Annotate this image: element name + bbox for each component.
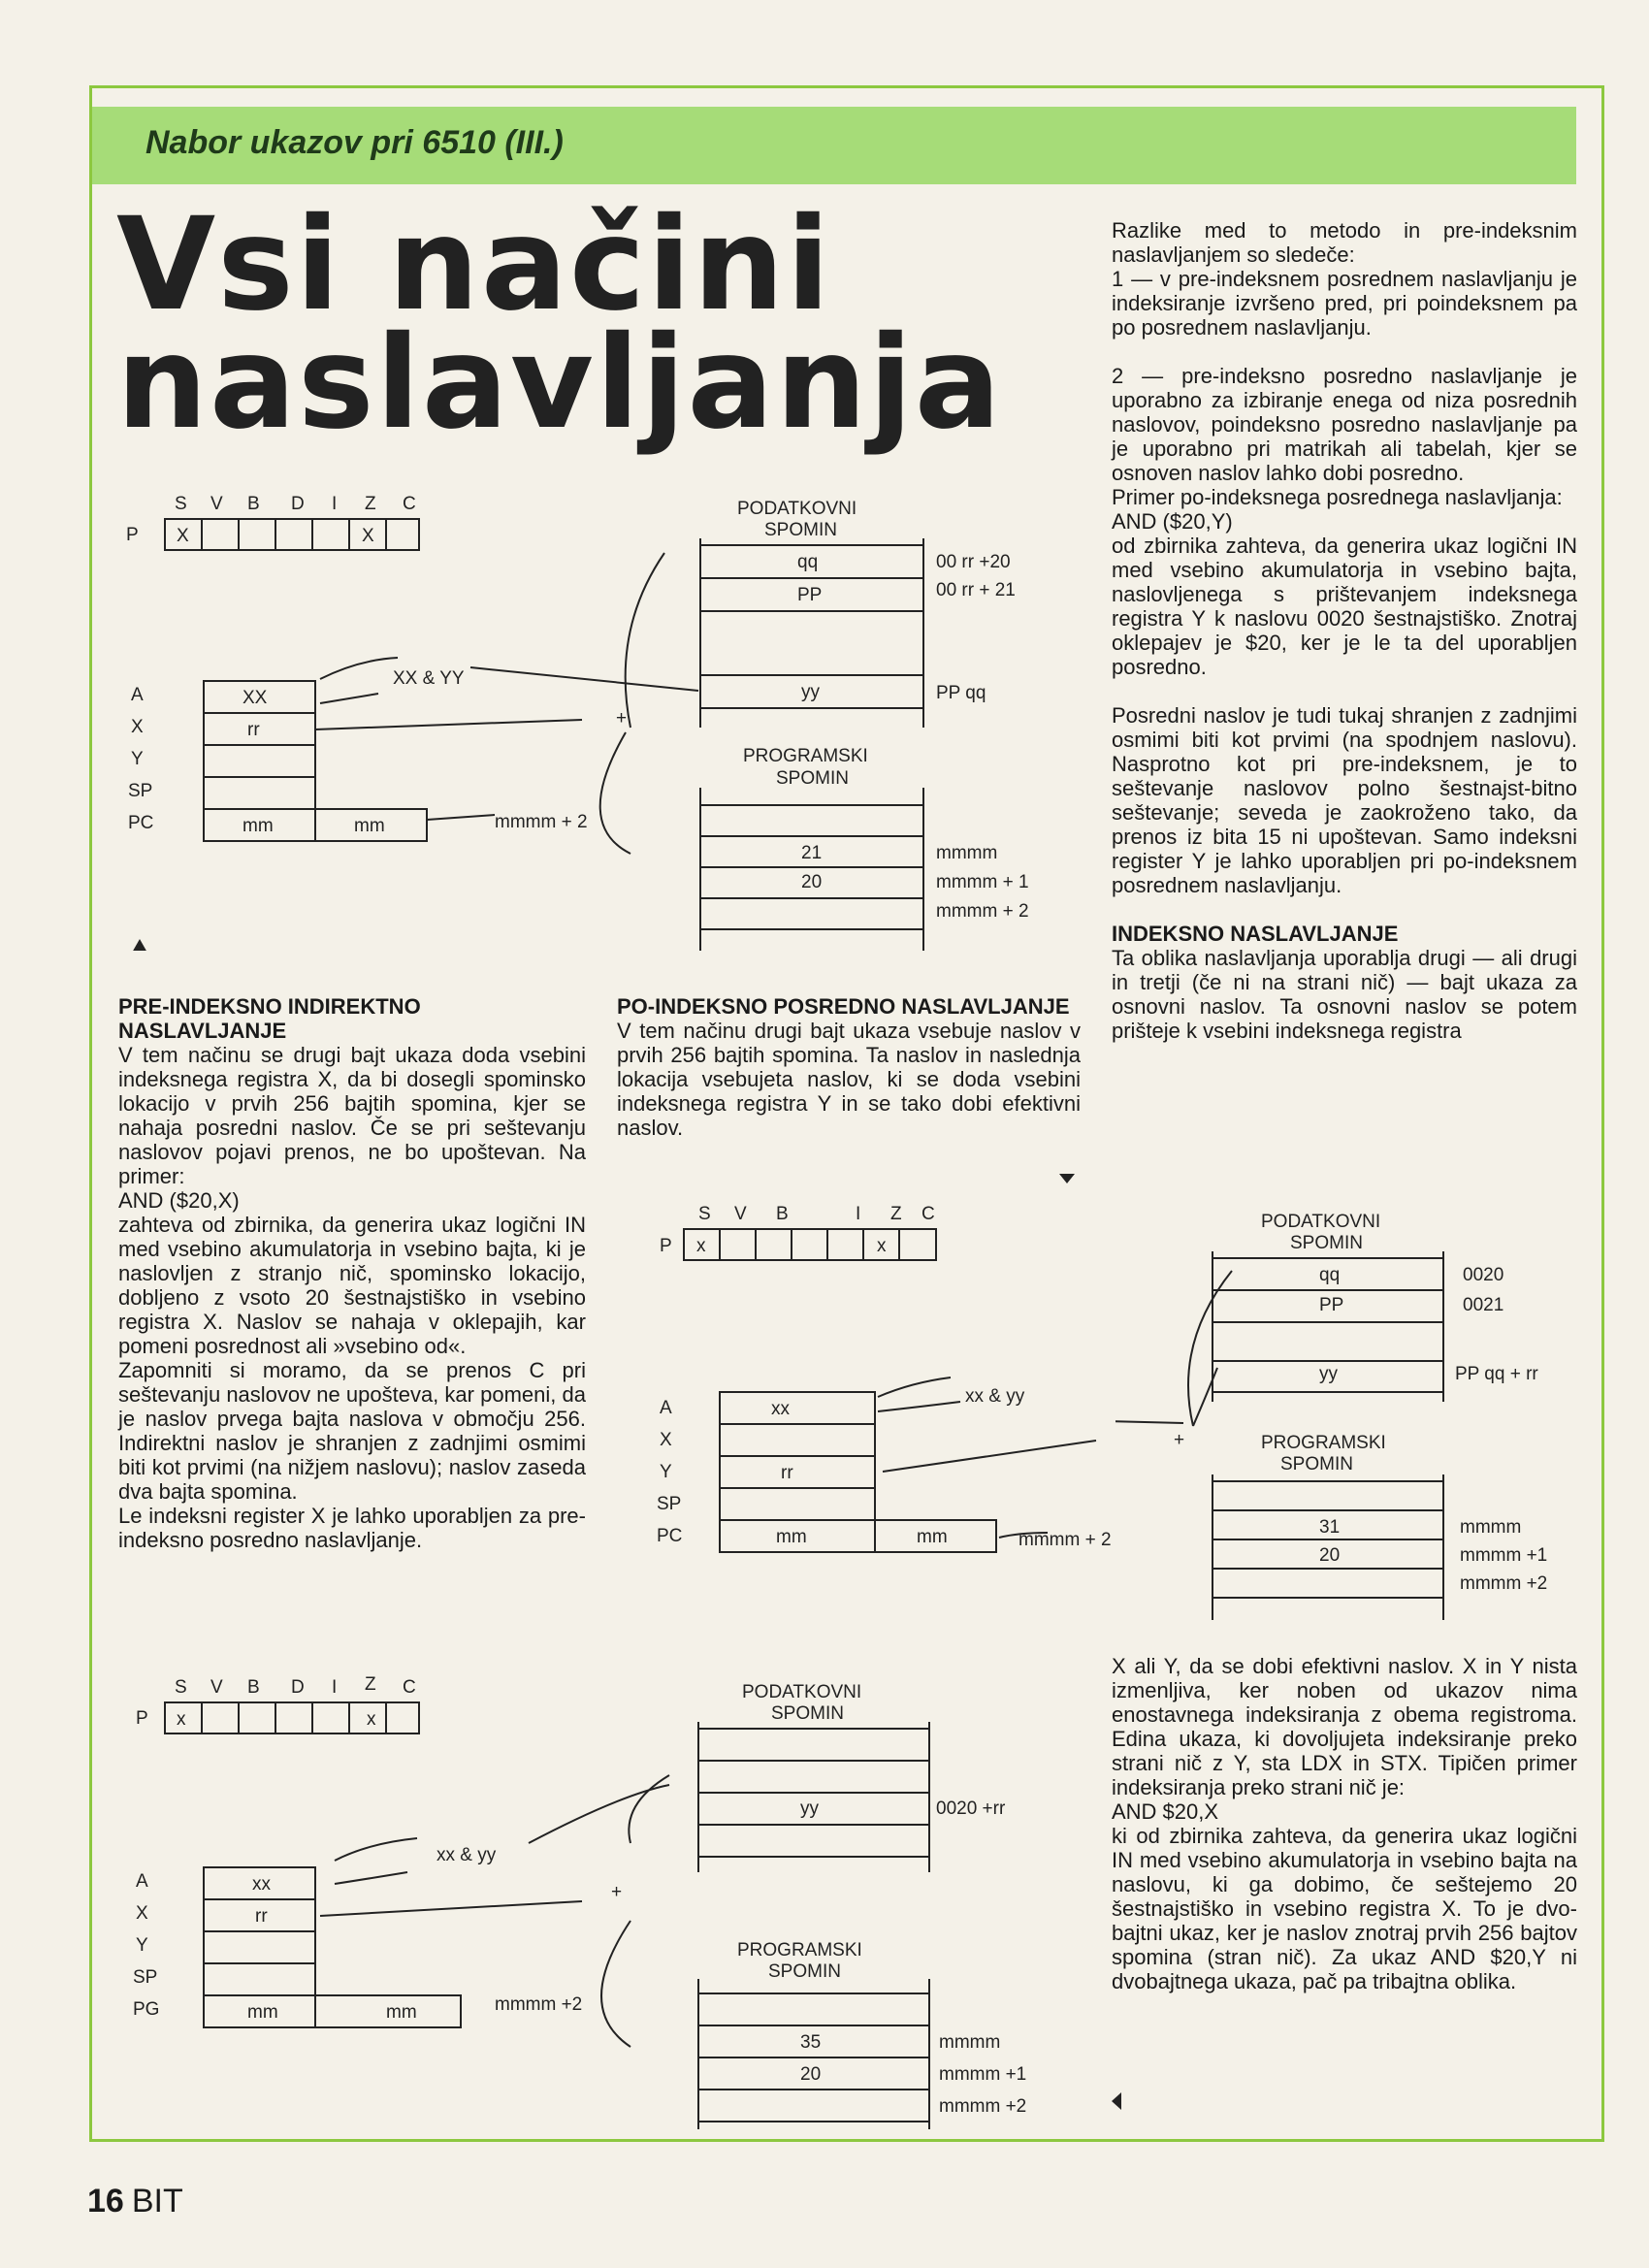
section-banner [92,107,1576,184]
paragraph: 1 — v pre-indeksnem posrednem naslavljanju je indeksiranje izvršeno pred, pri poindeksnem pa po posrednem naslavljanju. [1112,267,1577,340]
reg-A-value: XX [242,688,268,708]
and-result: xx & yy [436,1845,497,1865]
mem-title-2: SPOMIN [771,1703,844,1724]
program-memory [700,746,1029,951]
paragraph: Zapomniti si moramo, da se prenos C pri seštevanju naslovov ne upošteva, kar pomeni, da je naslov prvega bajta naslova v območju 256. Indirektni naslov je shranjen z zadnjimi osmimi biti kot prvimi (na nižjem naslovu); naslov zaseda dva bajta spomina. [118,1358,586,1504]
prog-addr-2: mmmm +1 [1460,1545,1548,1566]
prog-title-1: PROGRAMSKI [1261,1433,1386,1453]
flag-Z: Z [365,1674,376,1695]
paragraph: 2 — pre-indeksno posredno naslavljanje je uporabno za izbiranje enega od niza posrednih naslovov, poindeksno posredno naslavljanje pa je uporabno pri matrikah ali tabelah, kjer se osnoven naslov lahko dobi posredno. [1112,364,1577,485]
diagram-indexed [1116,1198,1600,1625]
prog-21: 21 [801,843,823,863]
column-1 [118,994,586,1552]
flag-Z: Z [365,494,376,514]
prog-addr-2: mmmm +1 [939,2064,1027,2085]
page-number: 16 [87,2183,124,2219]
magazine-name: BIT [131,2183,183,2219]
diagram-pre-indexed [116,485,1086,951]
reg-Y: Y [131,749,144,769]
paragraph: Ta oblika naslavljanja uporablja drugi — ali drugi in tretji (če ni na strani nič) — bajt ukaza za osnovni naslov. Ta osnovni naslov se potem prišteje k vsebini indeksnega registra [1112,946,1577,1043]
continue-marker-down [1059,1174,1075,1183]
flag-I: I [856,1204,861,1224]
pc-low: mm [242,816,274,836]
prog-31: 31 [1319,1517,1341,1538]
addr-1: 00 rr +20 [936,552,1011,572]
plus-sign: + [616,708,628,729]
paragraph: ki od zbirnika zahteva, da generira ukaz logični IN med vsebino akumulatorja in vsebino bajta na naslovu, ki ga dobimo, če seštejemo 20 šestnajstiško in vsebino registra X. To je dvo-bajtni ukaz, ker je naslov znotraj prvih 256 bajtov spomina (stran nič). Za ukaz AND $20,Y ni dvobajtnega ukaza, pač pa tribajtna oblika. [1112,1824,1577,1993]
code-line: AND ($20,X) [118,1188,240,1213]
flag-register [126,494,419,550]
prog-addr-2: mmmm + 1 [936,872,1029,892]
reg-Y: Y [660,1462,672,1482]
reg-A: A [131,685,144,705]
diagram-post-indexed [640,1198,1145,1567]
cpu-registers [128,668,588,841]
pc-high: mm [386,2002,417,2023]
mem-title-2: SPOMIN [1290,1233,1363,1253]
addr-2: 00 rr + 21 [936,580,1016,600]
triangle-marker [132,939,147,951]
mem-addr: 0020 +rr [936,1798,1006,1819]
mem-pp: PP [797,585,823,605]
heading-post-indexed: PO-INDEKSNO POSREDNO NASLAVLJANJE [617,994,1070,1019]
mem-yy: yy [1319,1364,1338,1384]
addr-1: 0020 [1463,1265,1504,1285]
flag-I: I [332,1677,338,1698]
page-footer [87,2183,183,2220]
mem-yy: yy [800,1798,819,1819]
reg-A-value: xx [252,1874,271,1895]
prog-20: 20 [801,872,823,892]
reg-SP: SP [133,1967,158,1988]
prog-addr-1: mmmm [939,2032,1001,2053]
paragraph: V tem načinu se drugi bajt ukaza doda vsebini indeksnega registra X, da bi dosegli spominsko lokacijo v prvih 256 bajtih spomina, kjer se nahaja posredni naslov. Če se pri seštevanju naslovov pojavi prenos, ne bo upoštevan. Na primer: [118,1043,586,1188]
flag-S: S [698,1204,711,1224]
flag-B: B [776,1204,789,1224]
title-line-2: naslavljanja [116,308,1003,458]
column-3 [1112,218,1577,1043]
flag-S: S [175,1677,187,1698]
paragraph: od zbirnika zahteva, da generira ukaz logični IN med vsebino akumulatorja in vsebino bajta, naslovljenega s prištevanjem indeksnega registra Y k naslovu 0020 šestnajstiško. Znotraj oklepajev je $20, ker je le ta del uporabljen posredno. [1112,534,1577,679]
column-2 [617,994,1081,1140]
arrows [1116,1271,1232,1426]
reg-X-value: rr [255,1906,268,1927]
mem-title-1: PODATKOVNI [737,499,857,519]
addr-3: PP qq + rr [1455,1364,1538,1384]
pc-high: mm [354,816,385,836]
paragraph: Le indeksni register X je lahko uporabljen za pre-indeksno posredno naslavljanje. [118,1504,586,1552]
and-result: xx & yy [965,1386,1025,1407]
flag-label: P [660,1236,672,1256]
diagram-indexed-indirect [116,1669,1086,2134]
mem-title-1: PODATKOVNI [1261,1212,1381,1232]
reg-A: A [136,1871,148,1892]
paragraph: Posredni naslov je tudi tukaj shranjen z zadnjimi osmimi biti kot prvimi (na spodnjem naslovu). Nasprotno kot pri pre-indeksnem, je to seštevanje naslovov polno šestnajst-bitno seštevanje; seveda je zaokroženo tako, da prenos iz bita 15 ni upoštevan. Samo indeksni register Y je lahko uporabljen pri po-indeksnem posrednem naslavljanju. [1112,703,1577,897]
flag-I: I [332,494,338,514]
prog-addr-3: mmmm +2 [1460,1573,1548,1594]
flag-bit-x: x [177,1709,186,1730]
code-line: AND $20,X [1112,1799,1219,1824]
paragraph: X ali Y, da se dobi efektivni naslov. X in Y nista izmenljiva, ker noben od ukazov nima enostavnega indeksiranja z obema registroma. Edina ukaza, ki dovoljujeta indeksiranje preko strani nič z Y, sta LDX in STX. Tipičen primer indeksiranja preko strani nič je: [1112,1654,1577,1799]
prog-20: 20 [1319,1545,1341,1566]
prog-addr-1: mmmm [936,843,998,863]
plus-sign: + [1174,1430,1185,1450]
prog-title-2: SPOMIN [768,1961,841,1982]
mem-qq: qq [1319,1265,1341,1285]
paragraph: Razlike med to metodo in pre-indeksnim naslavljanjem so sledeče: [1112,218,1577,267]
reg-Y: Y [136,1935,148,1956]
flag-bit-x: X [177,526,189,546]
reg-PC: PC [128,813,154,833]
reg-X: X [136,1903,148,1924]
reg-X-value: rr [247,720,260,740]
plus-sign: + [611,1882,623,1902]
flag-bit-x: X [362,526,374,546]
flag-C: C [922,1204,935,1224]
mem-qq: qq [797,552,819,572]
flag-bit-x: x [696,1236,706,1256]
flag-D: D [291,494,305,514]
flag-V: V [734,1204,747,1224]
flag-label: P [136,1708,148,1729]
flag-C: C [403,494,416,514]
reg-PG: PG [133,1999,160,2020]
code-line: AND ($20,Y) [1112,509,1233,534]
reg-X: X [660,1430,672,1450]
mem-yy: yy [801,682,820,702]
paragraph: Primer po-indeksnega posrednega naslavljanja: [1112,485,1563,509]
addr-2: 0021 [1463,1295,1504,1315]
pc-next: mmmm +2 [495,1994,583,2015]
flag-B: B [247,1677,260,1698]
reg-SP: SP [657,1494,682,1514]
flag-bit-x: x [877,1236,887,1256]
prog-addr-3: mmmm + 2 [936,901,1029,922]
flag-B: B [247,494,260,514]
pc-low: mm [247,2002,278,2023]
prog-addr-1: mmmm [1460,1517,1522,1538]
prog-20: 20 [800,2064,822,2085]
prog-title-1: PROGRAMSKI [743,746,868,766]
pc-next: mmmm + 2 [495,812,588,832]
reg-X: X [131,717,144,737]
reg-SP: SP [128,781,153,801]
pc-high: mm [917,1527,948,1547]
mem-title-1: PODATKOVNI [742,1682,862,1702]
flag-label: P [126,525,139,545]
flag-V: V [210,494,223,514]
flag-C: C [403,1677,416,1698]
prog-title-2: SPOMIN [776,768,849,789]
reg-A-value: xx [771,1399,790,1419]
prog-title-2: SPOMIN [1280,1454,1353,1474]
reg-PC: PC [657,1526,683,1546]
mem-title-2: SPOMIN [764,520,837,540]
flag-S: S [175,494,187,514]
flag-V: V [210,1677,223,1698]
addr-3: PP qq [936,683,986,703]
flag-D: D [291,1677,305,1698]
flag-Z: Z [890,1204,902,1224]
page-title [116,190,1003,458]
reg-A: A [660,1398,672,1418]
end-marker [1112,2092,1121,2110]
and-result: XX & YY [393,668,465,689]
banner-text: Nabor ukazov pri 6510 (III.) [146,124,564,161]
pc-low: mm [776,1527,807,1547]
prog-title-1: PROGRAMSKI [737,1940,862,1960]
paragraph: V tem načinu drugi bajt ukaza vsebuje naslov v prvih 256 bajtih spomina. Ta naslov in naslednja lokacija vsebujeta naslov, ki se doda vsebini indeksnega registra Y in se tako dobi efektivni naslov. [617,1019,1081,1140]
column-3-continued [1112,1654,1577,1993]
data-memory [700,499,1016,728]
prog-35: 35 [800,2032,822,2053]
pc-next: mmmm + 2 [1018,1530,1112,1550]
heading-pre-indexed: PRE-INDEKSNO INDIREKTNO NASLAVLJANJE [118,994,421,1043]
mem-pp: PP [1319,1295,1344,1315]
flag-bit-x: x [367,1709,376,1730]
reg-Y-value: rr [781,1463,793,1483]
paragraph: zahteva od zbirnika, da generira ukaz logični IN med vsebino akumulatorja in vsebino bajta, ki je naslovljen z stranjo nič, spominsko lokacijo, dobljeno z vsoto 20 šestnajstiško in vsebino registra X. Naslov se nahaja v oklepajih, kar pomeni posrednost ali »vsebino od«. [118,1213,586,1358]
heading-indexed: INDEKSNO NASLAVLJANJE [1112,922,1399,946]
title-line-1: Vsi načini [116,190,832,340]
prog-addr-3: mmmm +2 [939,2096,1027,2117]
